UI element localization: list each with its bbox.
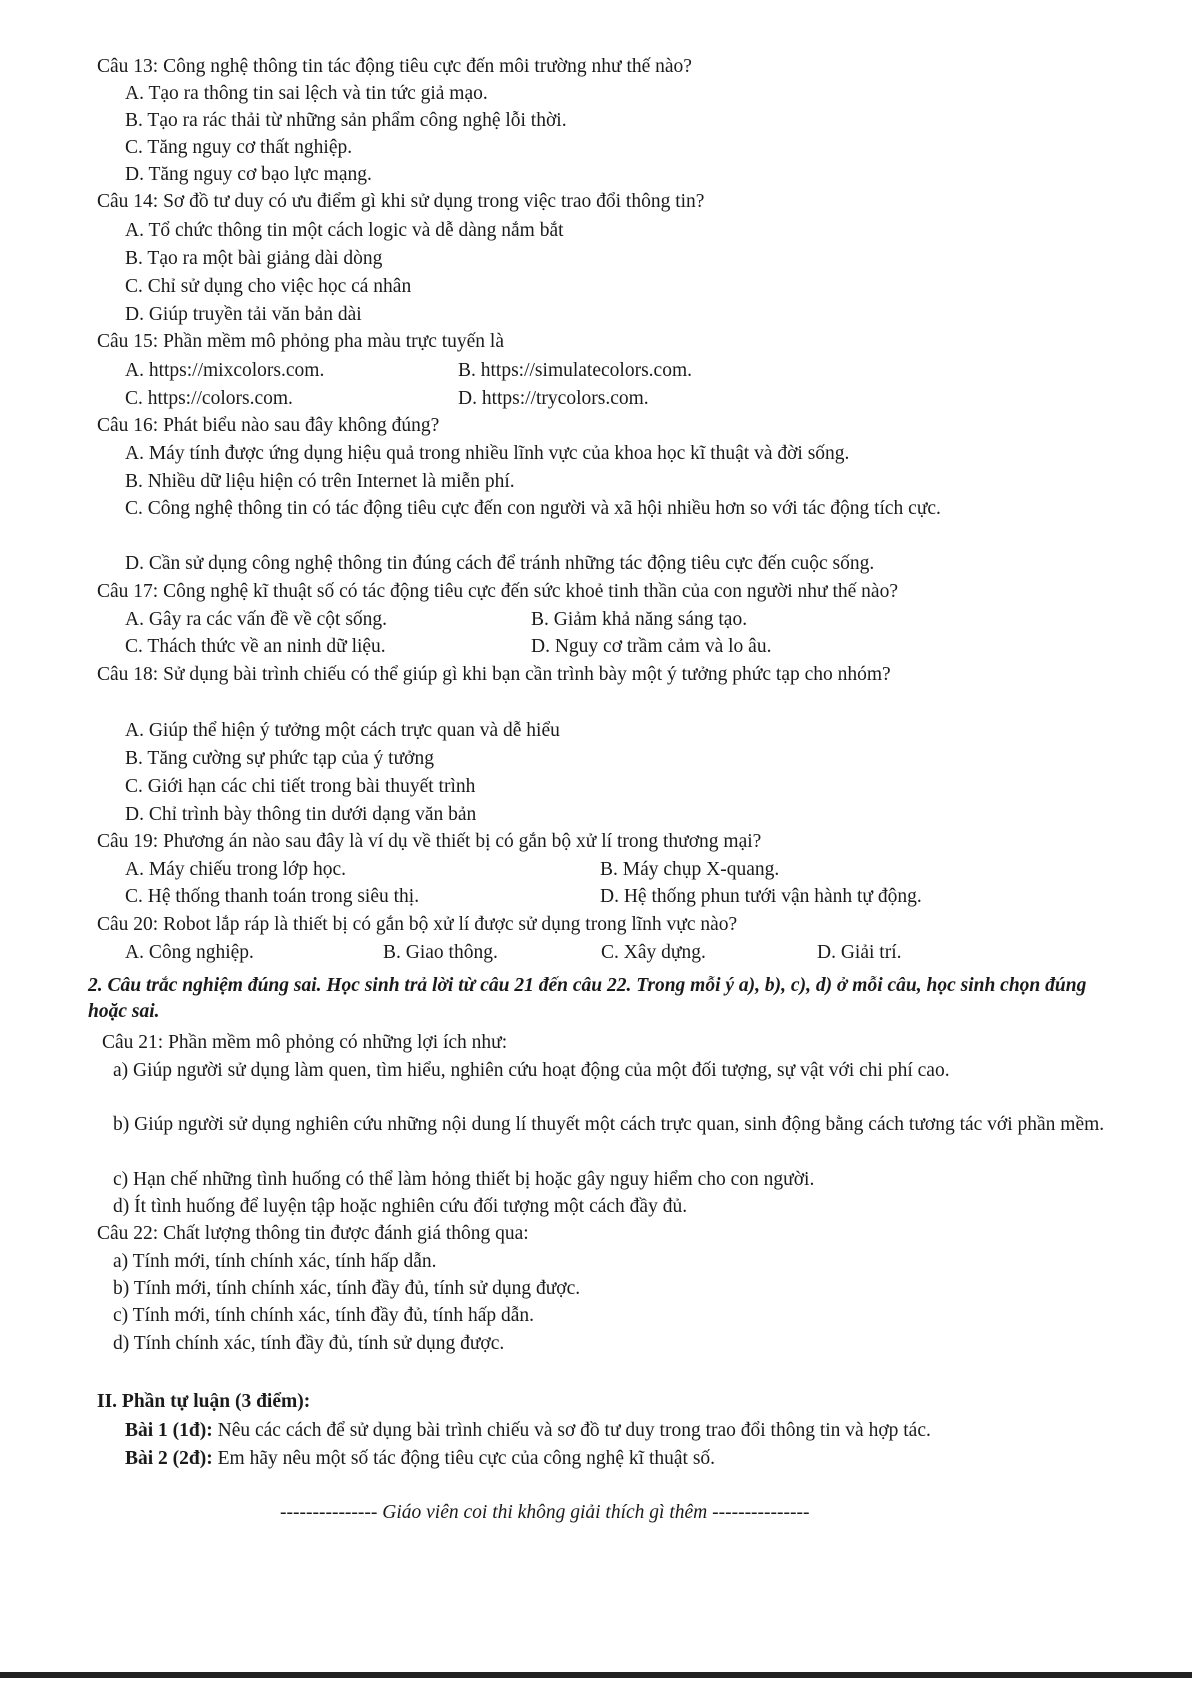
- q20-option-b: B. Giao thông.: [383, 942, 498, 963]
- q20-option-a: A. Công nghiệp.: [125, 942, 254, 963]
- bai-2-label: Bài 2 (2đ):: [125, 1448, 213, 1469]
- bai-2-text: Em hãy nêu một số tác động tiêu cực của công nghệ kĩ thuật số.: [212, 1448, 716, 1469]
- q14-option-d: D. Giúp truyền tải văn bản dài: [125, 304, 362, 325]
- question-22-stem: Câu 22: Chất lượng thông tin được đánh giá thông qua:: [97, 1223, 529, 1244]
- q19-option-c: C. Hệ thống thanh toán trong siêu thị.: [125, 886, 420, 907]
- q15-option-b: B. https://simulatecolors.com.: [458, 360, 692, 381]
- q22-item-d: d) Tính chính xác, tính đầy đủ, tính sử dụng được.: [113, 1333, 505, 1354]
- q18-option-c: C. Giới hạn các chi tiết trong bài thuyết trình: [125, 776, 476, 797]
- question-18-stem: Câu 18: Sử dụng bài trình chiếu có thể giúp gì khi bạn cần trình bày một ý tưởng phức tạp cho nhóm?: [97, 664, 891, 685]
- q15-option-d: D. https://trycolors.com.: [458, 388, 649, 409]
- q16-option-a: A. Máy tính được ứng dụng hiệu quả trong nhiều lĩnh vực của khoa học kĩ thuật và đời sống.: [125, 443, 850, 464]
- q14-option-a: A. Tổ chức thông tin một cách logic và dễ dàng nắm bắt: [125, 220, 564, 241]
- q17-option-a: A. Gây ra các vấn đề về cột sống.: [125, 609, 388, 630]
- question-14-stem: Câu 14: Sơ đồ tư duy có ưu điểm gì khi sử dụng trong việc trao đổi thông tin?: [97, 191, 705, 212]
- question-16-stem: Câu 16: Phát biểu nào sau đây không đúng?: [97, 415, 440, 436]
- q20-option-c: C. Xây dựng.: [601, 942, 706, 963]
- q17-option-c: C. Thách thức về an ninh dữ liệu.: [125, 636, 386, 657]
- q21-item-c: c) Hạn chế những tình huống có thể làm hỏng thiết bị hoặc gây nguy hiểm cho con người.: [113, 1169, 815, 1190]
- q19-option-d: D. Hệ thống phun tưới vận hành tự động.: [600, 886, 922, 907]
- bai-1-label: Bài 1 (1đ):: [125, 1420, 213, 1441]
- q21-item-d: d) Ít tình huống để luyện tập hoặc nghiên cứu đối tượng một cách đầy đủ.: [113, 1196, 688, 1217]
- q18-option-d: D. Chỉ trình bày thông tin dưới dạng văn bản: [125, 804, 477, 825]
- page-bottom-edge: [0, 1672, 1192, 1678]
- q20-option-d: D. Giải trí.: [817, 942, 902, 963]
- q19-option-a: A. Máy chiếu trong lớp học.: [125, 859, 346, 880]
- question-17-stem: Câu 17: Công nghệ kĩ thuật số có tác động tiêu cực đến sức khoẻ tinh thần của con người như thế nào?: [97, 581, 898, 602]
- q17-option-b: B. Giảm khả năng sáng tạo.: [531, 609, 748, 630]
- q18-option-a: A. Giúp thể hiện ý tưởng một cách trực quan và dễ hiểu: [125, 720, 560, 741]
- question-19-stem: Câu 19: Phương án nào sau đây là ví dụ về thiết bị có gắn bộ xử lí trong thương mại?: [97, 831, 762, 852]
- q19-option-b: B. Máy chụp X-quang.: [600, 859, 780, 880]
- q18-option-b: B. Tăng cường sự phức tạp của ý tưởng: [125, 748, 434, 769]
- question-21-stem: Câu 21: Phần mềm mô phỏng có những lợi ích như:: [102, 1032, 508, 1053]
- question-15-stem: Câu 15: Phần mềm mô phỏng pha màu trực tuyến là: [97, 331, 504, 352]
- q16-option-c: C. Công nghệ thông tin có tác động tiêu cực đến con người và xã hội nhiều hơn so với tác động tích cực.: [125, 498, 941, 519]
- q21-item-b: b) Giúp người sử dụng nghiên cứu những nội dung lí thuyết một cách trực quan, sinh động bằng cách tương tác với phần mềm.: [113, 1114, 1105, 1135]
- q13-option-c: C. Tăng nguy cơ thất nghiệp.: [125, 137, 353, 158]
- footer-note: --------------- Giáo viên coi thi không giải thích gì thêm ---------------: [280, 1502, 810, 1523]
- section-2-heading: 2. Câu trắc nghiệm đúng sai. Học sinh trả lời từ câu 21 đến câu 22. Trong mỗi ý a), b), c), d) ở mỗi câu, học sinh chọn đúng hoặc sai.: [88, 975, 1087, 1022]
- q17-option-d: D. Nguy cơ trầm cảm và lo âu.: [531, 636, 772, 657]
- q22-item-b: b) Tính mới, tính chính xác, tính đầy đủ, tính sử dụng được.: [113, 1278, 581, 1299]
- q14-option-c: C. Chỉ sử dụng cho việc học cá nhân: [125, 276, 412, 297]
- q13-option-a: A. Tạo ra thông tin sai lệch và tin tức giả mạo.: [125, 83, 488, 104]
- q14-option-b: B. Tạo ra một bài giảng dài dòng: [125, 248, 383, 269]
- q15-option-a: A. https://mixcolors.com.: [125, 360, 325, 381]
- q22-item-a: a) Tính mới, tính chính xác, tính hấp dẫn.: [113, 1251, 437, 1272]
- q16-option-b: B. Nhiều dữ liệu hiện có trên Internet là miễn phí.: [125, 471, 515, 492]
- part-2-heading: II. Phần tự luận (3 điểm):: [97, 1391, 311, 1412]
- q15-option-c: C. https://colors.com.: [125, 388, 293, 409]
- bai-1-text: Nêu các cách để sử dụng bài trình chiếu và sơ đồ tư duy trong trao đổi thông tin và hợp tác.: [212, 1420, 931, 1441]
- question-20-stem: Câu 20: Robot lắp ráp là thiết bị có gắn bộ xử lí được sử dụng trong lĩnh vực nào?: [97, 914, 738, 935]
- q13-option-d: D. Tăng nguy cơ bạo lực mạng.: [125, 164, 372, 185]
- q16-option-d: D. Cần sử dụng công nghệ thông tin đúng cách để tránh những tác động tiêu cực đến cuộc sống.: [125, 553, 875, 574]
- bai-2: [125, 1446, 715, 1472]
- bai-1: [125, 1418, 931, 1444]
- question-13-stem: Câu 13: Công nghệ thông tin tác động tiêu cực đến môi trường như thế nào?: [97, 56, 692, 77]
- q22-item-c: c) Tính mới, tính chính xác, tính đầy đủ, tính hấp dẫn.: [113, 1305, 535, 1326]
- q21-item-a: a) Giúp người sử dụng làm quen, tìm hiểu, nghiên cứu hoạt động của một đối tượng, sự vật với chi phí cao.: [113, 1060, 950, 1081]
- q13-option-b: B. Tạo ra rác thải từ những sản phẩm công nghệ lỗi thời.: [125, 110, 567, 131]
